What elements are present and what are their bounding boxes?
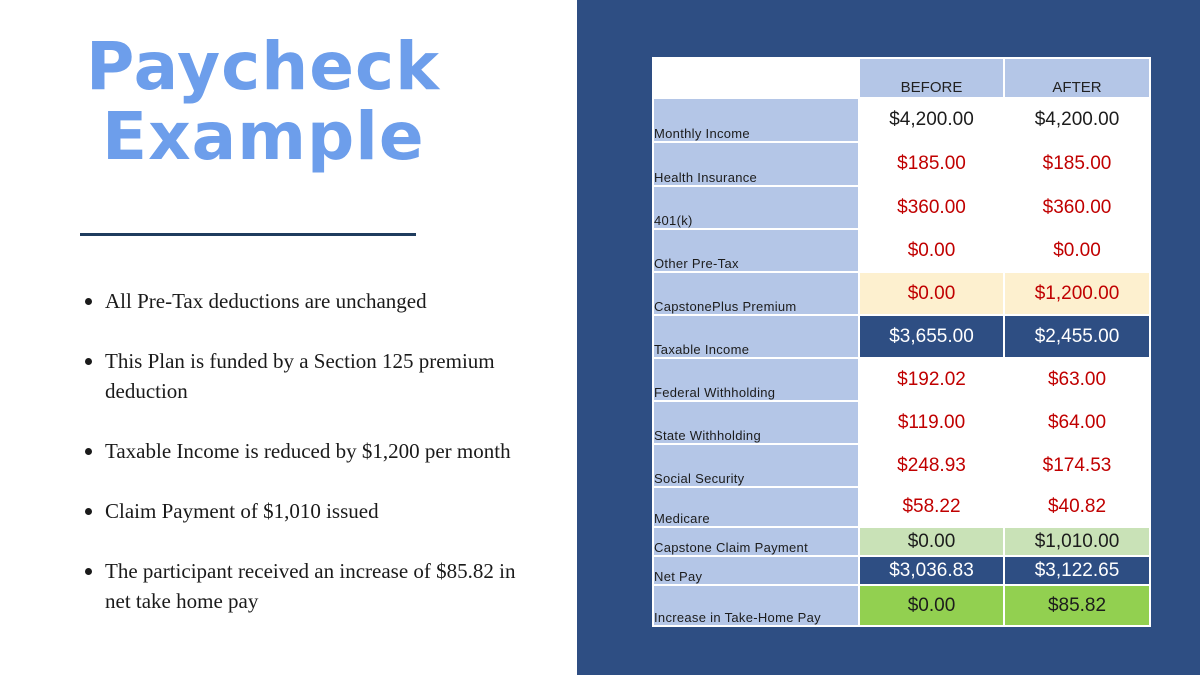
before-value: $3,036.83 <box>859 556 1004 585</box>
after-value: $360.00 <box>1004 186 1150 229</box>
before-value: $0.00 <box>859 585 1004 626</box>
bullet-list <box>84 286 524 646</box>
before-value: $192.02 <box>859 358 1004 401</box>
after-value: $2,455.00 <box>1004 315 1150 358</box>
paycheck-table <box>652 57 1151 627</box>
row-label: Monthly Income <box>653 98 859 142</box>
title-line-1: Paycheck <box>86 28 441 105</box>
table-row <box>653 272 1150 315</box>
table-row <box>653 229 1150 272</box>
row-label: Increase in Take-Home Pay <box>653 585 859 626</box>
bullet-item: This Plan is funded by a Section 125 premium deduction <box>84 346 524 406</box>
bullet-item: Claim Payment of $1,010 issued <box>84 496 524 526</box>
after-value: $4,200.00 <box>1004 98 1150 142</box>
page-title <box>86 28 486 175</box>
table-row <box>653 315 1150 358</box>
row-label: Net Pay <box>653 556 859 585</box>
table-row <box>653 142 1150 186</box>
bullet-item: The participant received an increase of $85.82 in net take home pay <box>84 556 524 616</box>
row-label: Health Insurance <box>653 142 859 186</box>
table-row <box>653 186 1150 229</box>
before-value: $58.22 <box>859 487 1004 527</box>
bullet-item: All Pre-Tax deductions are unchanged <box>84 286 524 316</box>
bullet-item: Taxable Income is reduced by $1,200 per month <box>84 436 524 466</box>
after-value: $85.82 <box>1004 585 1150 626</box>
table-row <box>653 98 1150 142</box>
before-value: $248.93 <box>859 444 1004 487</box>
row-label: CapstonePlus Premium <box>653 272 859 315</box>
header-before: BEFORE <box>859 58 1004 98</box>
before-value: $119.00 <box>859 401 1004 444</box>
before-value: $4,200.00 <box>859 98 1004 142</box>
table-row <box>653 487 1150 527</box>
before-value: $0.00 <box>859 229 1004 272</box>
before-value: $360.00 <box>859 186 1004 229</box>
before-value: $0.00 <box>859 272 1004 315</box>
title-line-2: Example <box>102 98 425 175</box>
header-after: AFTER <box>1004 58 1150 98</box>
after-value: $1,200.00 <box>1004 272 1150 315</box>
row-label: Taxable Income <box>653 315 859 358</box>
after-value: $174.53 <box>1004 444 1150 487</box>
title-divider <box>80 233 416 236</box>
after-value: $64.00 <box>1004 401 1150 444</box>
header-corner <box>653 58 859 98</box>
row-label: 401(k) <box>653 186 859 229</box>
table-header-row <box>653 58 1150 98</box>
after-value: $63.00 <box>1004 358 1150 401</box>
after-value: $1,010.00 <box>1004 527 1150 556</box>
table-row <box>653 556 1150 585</box>
row-label: Medicare <box>653 487 859 527</box>
row-label: Federal Withholding <box>653 358 859 401</box>
after-value: $0.00 <box>1004 229 1150 272</box>
after-value: $185.00 <box>1004 142 1150 186</box>
table-row <box>653 401 1150 444</box>
row-label: Social Security <box>653 444 859 487</box>
table-row <box>653 527 1150 556</box>
after-value: $3,122.65 <box>1004 556 1150 585</box>
row-label: State Withholding <box>653 401 859 444</box>
before-value: $185.00 <box>859 142 1004 186</box>
row-label: Other Pre-Tax <box>653 229 859 272</box>
table-row <box>653 358 1150 401</box>
table-row <box>653 585 1150 626</box>
row-label: Capstone Claim Payment <box>653 527 859 556</box>
table-row <box>653 444 1150 487</box>
after-value: $40.82 <box>1004 487 1150 527</box>
before-value: $3,655.00 <box>859 315 1004 358</box>
before-value: $0.00 <box>859 527 1004 556</box>
